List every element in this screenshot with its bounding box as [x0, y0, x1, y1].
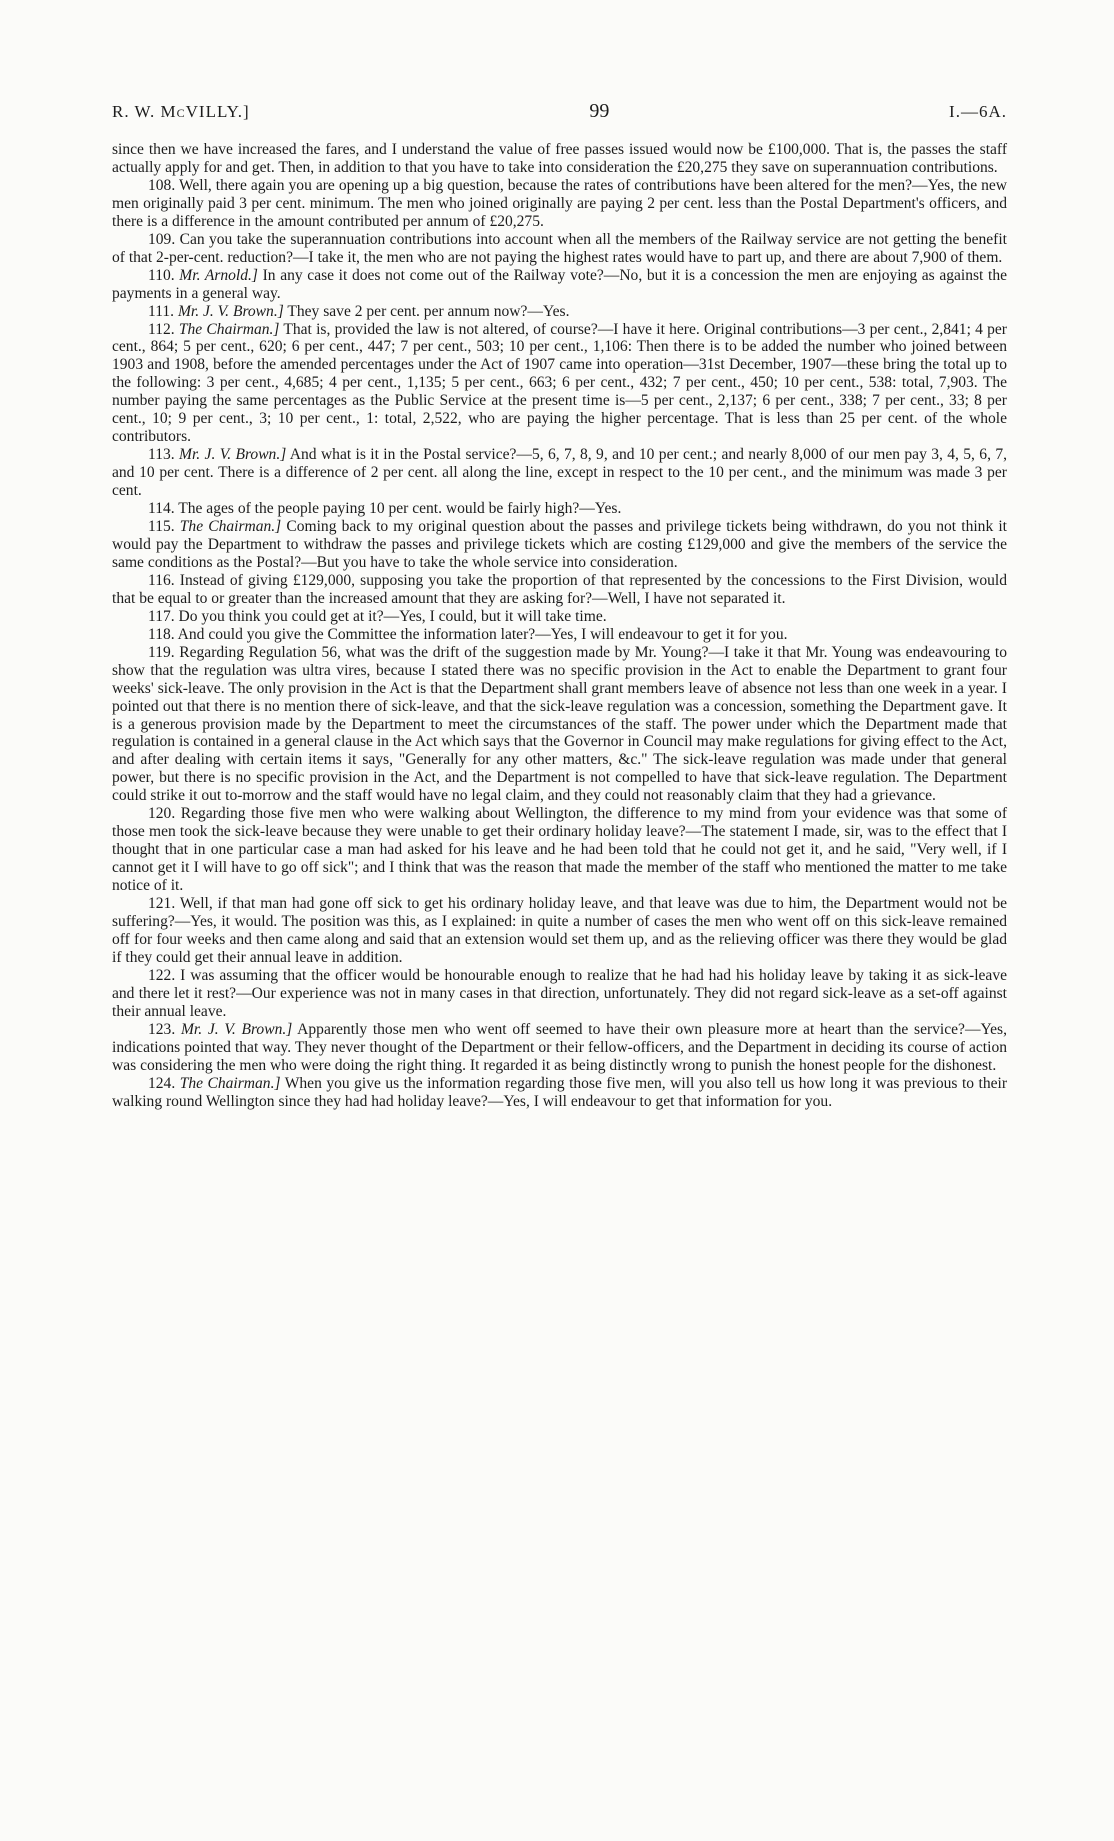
question-number: 114.: [148, 500, 175, 518]
header-witness-name: R. W. McVILLY.]: [112, 102, 250, 121]
paragraph-text: That is, provided the law is not altered, of course?—I have it here. Original contributions—3 per cent., 2,841; 4 per cent., 864; 5 per cent., 620; 6 per cent., 447; 7 per cent., 503; 10 per cent., 1,106: Then there is to be added the number who joined between 1903 and 1908, before the amended percentages under the Act of 1907 came into operation—31st December, 1907—these bring the total up to the following: 3 per cent., 4,685; 4 per cent., 1,135; 5 per cent., 663; 6 per cent., 432; 7 per cent., 450; 10 per cent., 538: total, 7,903. The number paying the same percentages as the Public Service at the present time is—5 per cent., 2,137; 6 per cent., 338; 7 per cent., 33; 8 per cent., 10; 9 per cent., 3; 10 per cent., 1: total, 2,522, who are paying the higher percentage. That is less than 25 per cent. of the whole contributors.: [112, 320, 1007, 446]
question-number: 118.: [148, 625, 175, 643]
speaker-name: Mr. J. V. Brown.]: [177, 302, 284, 320]
running-header: [112, 100, 1007, 123]
paragraph-text: They save 2 per cent. per annum now?—Yes.: [287, 302, 570, 320]
question-122: [112, 967, 1007, 1021]
question-number: 117.: [148, 607, 175, 625]
question-number: 123.: [148, 1020, 176, 1038]
paragraph-text: Well, there again you are opening up a big question, because the rates of contributions have been altered for the men?—Yes, the new men originally paid 3 per cent. minimum. The men who joined originally are paying 2 per cent. less than the Postal Department's officers, and there is a difference in the amount contributed per annum of £20,275.: [112, 176, 1007, 230]
question-119: [112, 644, 1007, 806]
paragraph-text: Regarding Regulation 56, what was the drift of the suggestion made by Mr. Young?—I take it that Mr. Young was endeavouring to show that the regulation was ultra vires, because I stated there was no specific provision in the Act to enable the Department to grant four weeks' sick-leave. The only provision in the Act is that the Department shall grant members leave of absence not less than one week in a year. I pointed out that there is no mention there of sick-leave, and that the sick-leave regulation was a concession, something the Department gave. It is a generous provision made by the Department to meet the circumstances of the staff. The power under which the Department made that regulation is contained in a general clause in the Act which says that the Governor in Council may make regulations for giving effect to the Act, and after dealing with certain items it says, "Generally for any other matters, &c." The sick-leave regulation was made under that general power, but there is no specific provision in the Act, and the Department is not compelled to have that sick-leave regulation. The Department could strike it out to-morrow and the staff would have no legal claim, and they could not reasonably claim that they had a grievance.: [112, 643, 1007, 805]
paragraph-text: Coming back to my original question about the passes and privilege tickets being withdrawn, do you not think it would pay the Department to withdraw the passes and privilege tickets which are costing £129,000 and give the members of the service the same conditions as the Postal?—But you have to take the whole service into consideration.: [112, 518, 1007, 571]
paragraph-text: And could you give the Committee the information later?—Yes, I will endeavour to get it for you.: [177, 625, 788, 643]
question-116: [112, 572, 1007, 608]
paragraph-text: I was assuming that the officer would be honourable enough to realize that he had had his holiday leave by taking it as sick-leave and there let it rest?—Our experience was not in many cases in that direction, unfortunately. They did not regard sick-leave as a set-off against their annual leave.: [112, 966, 1007, 1020]
paragraph-text: Regarding those five men who were walking about Wellington, the difference to my mind from your evidence was that some of those men took the sick-leave because they were unable to get their ordinary holiday leave?—The statement I made, sir, was to the effect that I thought that in one particular case a man had asked for his leave and he had been told that he could not get it, and he said, "Very well, if I cannot get it I will have to go off sick"; and I think that was the reason that made the member of the staff who mentioned the matter to me take notice of it.: [112, 805, 1008, 895]
question-113: [112, 446, 1007, 500]
question-number: 116.: [148, 571, 175, 589]
question-115: [112, 518, 1007, 572]
document-page: [112, 100, 1007, 1110]
speaker-name: The Chairman.]: [178, 320, 280, 338]
question-124: [112, 1075, 1007, 1111]
question-112: [112, 321, 1007, 447]
question-number: 119.: [148, 643, 175, 661]
speaker-name: The Chairman.]: [179, 518, 282, 536]
page-number: 99: [589, 100, 610, 122]
question-number: 112.: [148, 320, 175, 338]
question-117: [112, 608, 1007, 626]
question-number: 121.: [148, 895, 176, 913]
paragraph-text: In any case it does not come out of the Railway vote?—No, but it is a concession the men are enjoying as against the payments in a general way.: [112, 266, 1008, 302]
question-114: [112, 500, 1007, 518]
question-number: 111.: [148, 302, 175, 320]
paragraph-text: Can you take the superannuation contributions into account when all the members of the Railway service are not getting the benefit of that 2-per-cent. reduction?—I take it, the men who are not paying the highest rates would have to part up, and there are about 7,900 of them.: [112, 230, 1007, 266]
paragraph-text: And what is it in the Postal service?—5, 6, 7, 8, 9, and 10 per cent.; and nearly 8,000 of our men pay 3, 4, 5, 6, 7, and 10 per cent. There is a difference of 2 per cent. all along the line, except in respect to the 10 per cent., and the minimum was made 3 per cent.: [112, 446, 1008, 500]
question-number: 124.: [148, 1074, 176, 1092]
question-number: 115.: [148, 518, 175, 536]
question-number: 109.: [148, 230, 176, 248]
question-120: [112, 805, 1007, 895]
question-number: 122.: [148, 966, 176, 984]
question-number: 110.: [148, 266, 175, 284]
question-123: [112, 1021, 1007, 1075]
question-110: [112, 267, 1007, 303]
paragraph-continued: [112, 141, 1007, 177]
question-118: [112, 626, 1007, 644]
paragraph-text: The ages of the people paying 10 per cent. would be fairly high?—Yes.: [178, 500, 622, 518]
question-108: [112, 177, 1007, 231]
question-109: [112, 231, 1007, 267]
question-111: [112, 303, 1007, 321]
question-number: 113.: [148, 446, 175, 464]
paragraph-text: since then we have increased the fares, and I understand the value of free passes issued would now be £100,000. That is, the passes the staff actually apply for and get. Then, in addition to that you have to take into consideration the £20,275 they save on superannuation contributions.: [112, 141, 1007, 176]
evidence-text: [112, 141, 1007, 1110]
paragraph-text: When you give us the information regarding those five men, will you also tell us how long it was previous to their walking round Wellington since they had had holiday leave?—Yes, I will endeavour to get that information for you.: [112, 1074, 1008, 1110]
speaker-name: Mr. Arnold.]: [179, 266, 258, 284]
speaker-name: Mr. J. V. Brown.]: [179, 446, 287, 464]
speaker-name: The Chairman.]: [179, 1074, 281, 1092]
paragraph-text: Apparently those men who went off seemed to have their own pleasure more at heart than the service?—Yes, indications pointed that way. They never thought of the Department or their fellow-officers, and the Department in deciding its course of action was considering the men who were doing the right thing. It regarded it as being distinctly wrong to punish the honest people for the dishonest.: [112, 1020, 1007, 1074]
question-number: 120.: [148, 805, 176, 823]
paragraph-text: Instead of giving £129,000, supposing you take the proportion of that represented by the concessions to the First Division, would that be equal to or greater than the increased amount that they are asking for?—Well, I have not separated it.: [112, 571, 1007, 607]
question-121: [112, 895, 1007, 967]
speaker-name: Mr. J. V. Brown.]: [180, 1020, 293, 1038]
paragraph-text: Well, if that man had gone off sick to get his ordinary holiday leave, and that leave was due to him, the Department would not be suffering?—Yes, it would. The position was this, as I explained: in quite a number of cases the men who went off on this sick-leave remained off for four weeks and then came along and said that an extension would set them up, and as the relieving officer was there they would be glad if they could get their annual leave in addition.: [112, 895, 1008, 966]
header-paper-reference: I.—6A.: [949, 102, 1007, 121]
question-number: 108.: [148, 176, 176, 194]
paragraph-text: Do you think you could get at it?—Yes, I could, but it will take time.: [178, 607, 607, 625]
